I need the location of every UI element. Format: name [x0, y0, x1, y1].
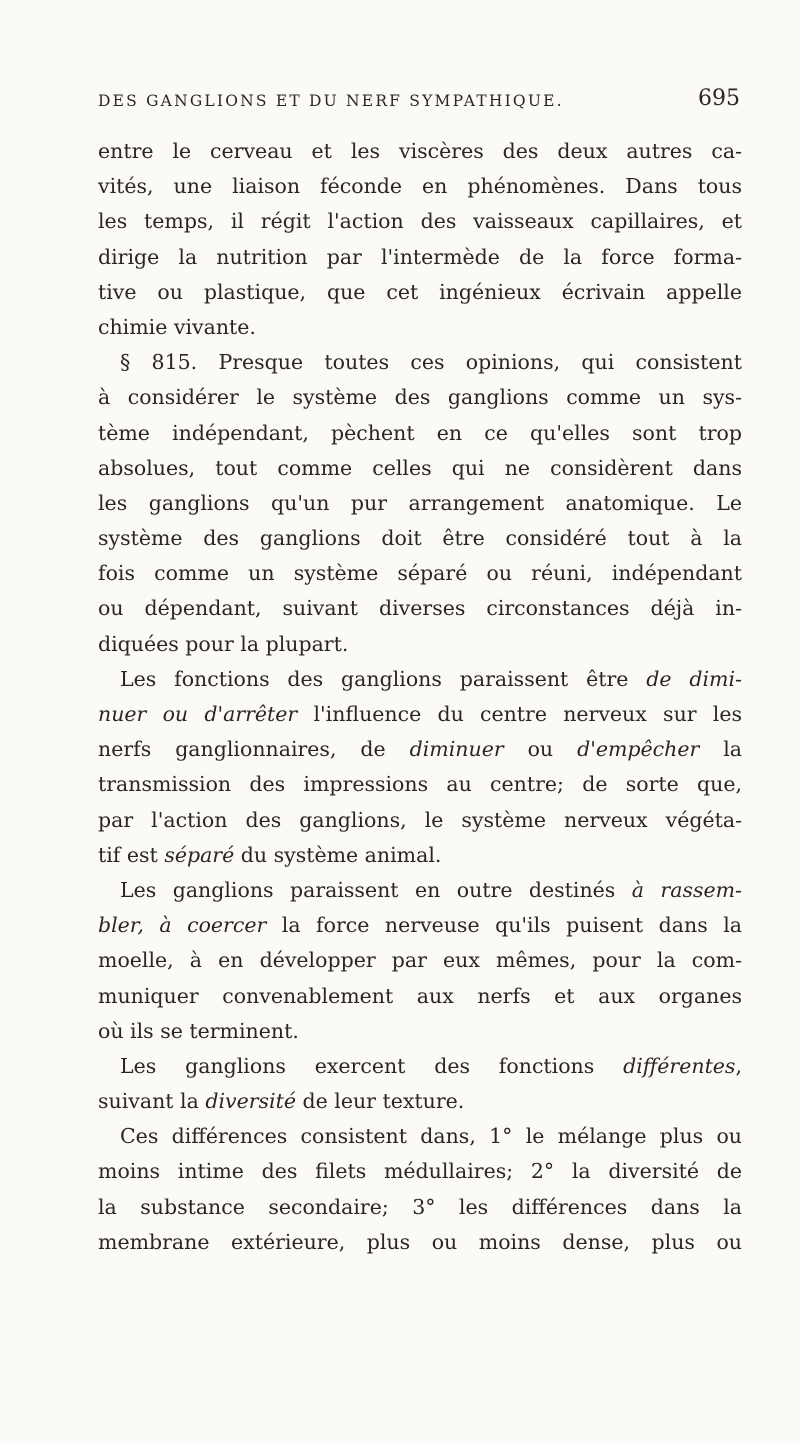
text-span: les temps, il régit l'action des vaisseaux capillaires, et	[98, 209, 742, 234]
text-span: la substance secondaire; 3° les différences dans la	[98, 1194, 742, 1219]
text-span: moelle, à en développer par eux mêmes, pour la com-	[98, 948, 742, 973]
text-span: absolues, tout comme celles qui ne considèrent dans	[98, 455, 742, 480]
text-span: chimie vivante.	[98, 314, 256, 339]
text-line	[98, 1084, 742, 1119]
text-line	[98, 204, 742, 239]
text-span: Les fonctions des ganglions paraissent être	[120, 666, 647, 691]
text-line	[98, 275, 742, 310]
text-line	[98, 451, 742, 486]
text-line	[98, 873, 742, 908]
italic-span: diminuer	[409, 737, 504, 762]
text-span: à considérer le système des ganglions comme un sys-	[98, 385, 742, 410]
text-span: diquées pour la plupart.	[98, 631, 349, 656]
italic-span: séparé	[164, 842, 235, 867]
text-span: ou	[503, 737, 578, 762]
text-line	[98, 662, 742, 697]
page-number: 695	[698, 86, 740, 111]
text-line	[98, 169, 742, 204]
text-line	[98, 591, 742, 626]
text-span: suivant la	[98, 1089, 206, 1114]
text-span: Ces différences consistent dans, 1° le mélange plus ou	[120, 1124, 742, 1149]
italic-span: nuer ou d'arrêter	[98, 702, 298, 726]
text-line	[98, 943, 742, 978]
text-span: fois comme un système séparé ou réuni, indépendant	[98, 561, 742, 586]
text-line	[98, 380, 742, 415]
text-line	[98, 310, 742, 345]
text-span: membrane extérieure, plus ou moins dense, plus ou	[98, 1229, 742, 1254]
text-line	[98, 697, 742, 732]
text-span: système des ganglions doit être considéré tout à la	[98, 526, 742, 551]
text-line	[98, 1190, 742, 1225]
text-span: la	[699, 737, 743, 762]
text-span: Les ganglions paraissent en outre destinés	[120, 877, 632, 902]
text-span: l'influence du centre nerveux sur les	[297, 702, 742, 726]
text-line	[98, 556, 742, 591]
italic-span: d'empêcher	[577, 737, 700, 762]
text-line	[98, 979, 742, 1014]
text-span: les ganglions qu'un pur arrangement anatomique. Le	[98, 490, 742, 515]
text-line	[98, 908, 742, 943]
text-span: transmission des impressions au centre; de sorte que,	[98, 772, 742, 797]
text-span: de leur texture.	[295, 1089, 465, 1114]
text-line	[98, 1225, 742, 1260]
text-line	[98, 627, 742, 662]
text-line	[98, 521, 742, 556]
text-span: par l'action des ganglions, le système nerveux végéta-	[98, 807, 742, 832]
body-text	[98, 134, 742, 1260]
text-line	[98, 767, 742, 802]
text-line	[98, 134, 742, 169]
text-span: Les ganglions exercent des fonctions	[120, 1053, 624, 1078]
text-span: du système animal.	[234, 842, 442, 867]
text-span: ou dépendant, suivant diverses circonstances déjà in-	[98, 596, 742, 621]
text-line	[98, 732, 742, 767]
italic-span: bler, à coercer	[98, 913, 267, 938]
text-line	[98, 486, 742, 521]
text-span: tif est	[98, 842, 165, 867]
text-span: vités, une liaison féconde en phénomènes. Dans tous	[98, 174, 742, 199]
text-line	[98, 1154, 742, 1189]
text-span: ,	[735, 1053, 742, 1078]
text-line	[98, 345, 742, 380]
text-span: tive ou plastique, que cet ingénieux écrivain appelle	[98, 279, 742, 304]
text-span: § 815. Presque toutes ces opinions, qui consistent	[120, 350, 742, 375]
italic-span: différentes	[623, 1053, 736, 1078]
italic-span: de dimi-	[646, 666, 742, 691]
text-line	[98, 240, 742, 275]
text-line	[98, 1014, 742, 1049]
text-span: tème indépendant, pèchent en ce qu'elles sont trop	[98, 420, 742, 445]
italic-span: à rassem-	[631, 877, 742, 902]
text-span: entre le cerveau et les viscères des deux autres ca-	[98, 139, 742, 163]
text-span: la force nerveuse qu'ils puisent dans la	[266, 913, 742, 938]
text-line	[98, 838, 742, 873]
text-span: dirige la nutrition par l'intermède de la force forma-	[98, 244, 742, 269]
text-line	[98, 803, 742, 838]
text-line	[98, 1119, 742, 1154]
italic-span: diversité	[205, 1089, 296, 1114]
text-span: où ils se terminent.	[98, 1018, 299, 1043]
running-title: DES GANGLIONS ET DU NERF SYMPATHIQUE.	[98, 92, 564, 110]
text-span: nerfs ganglionnaires, de	[98, 737, 410, 762]
text-line	[98, 1049, 742, 1084]
page-header	[98, 86, 740, 116]
text-line	[98, 416, 742, 451]
text-span: moins intime des filets médullaires; 2° la diversité de	[98, 1159, 742, 1184]
text-span: muniquer convenablement aux nerfs et aux organes	[98, 983, 742, 1008]
